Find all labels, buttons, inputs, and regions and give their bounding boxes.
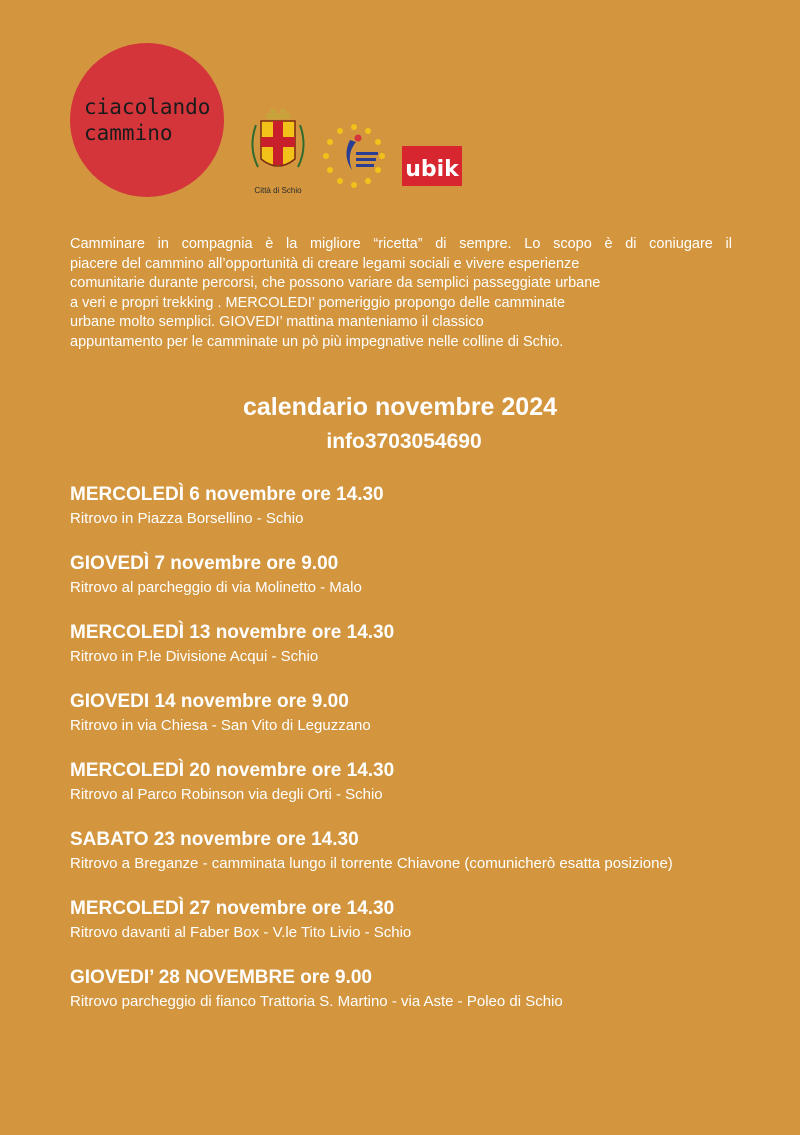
intro-line: urbane molto semplici. GIOVEDI’ mattina manteniamo il classico: [70, 314, 484, 331]
intro-line: Camminare in compagnia è la migliore “ricetta” di sempre. Lo scopo è di coniugare il: [70, 236, 732, 252]
logo-line-1: ciacolando: [84, 95, 211, 119]
event-item: [70, 760, 750, 805]
intro-line: piacere del cammino all’opportunità di creare legami sociali e vivere esperienze: [70, 255, 580, 272]
ubik-logo-text: ubik: [405, 157, 459, 182]
event-place: Ritrovo al parcheggio di via Molinetto - Malo: [70, 579, 362, 596]
event-date: SABATO 23 novembre ore 14.30: [70, 829, 359, 850]
intro-line: a veri e propri trekking . MERCOLEDI’ pomeriggio propongo delle camminate: [70, 294, 566, 311]
coat-of-arms-icon: [246, 107, 310, 197]
event-place: Ritrovo in via Chiesa - San Vito di Leguzzano: [70, 717, 371, 734]
event-date: MERCOLEDÌ 6 novembre ore 14.30: [70, 484, 384, 505]
event-place: Ritrovo in P.le Divisione Acqui - Schio: [70, 648, 319, 665]
intro-paragraph: [70, 235, 732, 353]
event-item: [70, 967, 750, 1012]
event-item: [70, 829, 750, 874]
event-place: Ritrovo parcheggio di fianco Trattoria S. Martino - via Aste - Poleo di Schio: [70, 993, 563, 1010]
event-date: MERCOLEDÌ 13 novembre ore 14.30: [70, 622, 395, 643]
event-item: [70, 691, 750, 736]
event-place: Ritrovo a Breganze - camminata lungo il torrente Chiavone (comunicherò esatta posizione): [70, 855, 673, 872]
calendar-title: calendario novembre 2024: [242, 393, 558, 421]
calendar-contact: info3703054690: [326, 430, 482, 453]
event-item: [70, 898, 750, 943]
event-date: MERCOLEDÌ 20 novembre ore 14.30: [70, 760, 395, 781]
event-date: MERCOLEDÌ 27 novembre ore 14.30: [70, 898, 395, 919]
city-logo-caption: Città di Schio: [254, 186, 302, 195]
event-date: GIOVEDÌ 7 novembre ore 9.00: [70, 553, 339, 574]
event-item: [70, 553, 750, 598]
intro-line: appuntamento per le camminate un pò più impegnative nelle colline di Schio.: [70, 333, 564, 350]
european-city-of-sport-icon: [320, 122, 388, 190]
ubik-logo-icon: [402, 146, 462, 186]
ciacolando-cammino-logo: [70, 43, 224, 197]
event-item: [70, 484, 750, 529]
event-date: GIOVEDI 14 novembre ore 9.00: [70, 691, 349, 712]
logo-line-2: cammino: [84, 121, 173, 145]
intro-line: comunitarie durante percorsi, che possono variare da semplici passeggiate urbane: [70, 275, 601, 292]
event-list: [70, 484, 750, 1036]
event-place: Ritrovo davanti al Faber Box - V.le Tito Livio - Schio: [70, 924, 412, 941]
event-item: [70, 622, 750, 667]
event-place: Ritrovo in Piazza Borsellino - Schio: [70, 510, 304, 527]
event-date: GIOVEDI’ 28 NOVEMBRE ore 9.00: [70, 967, 372, 988]
event-place: Ritrovo al Parco Robinson via degli Orti - Schio: [70, 786, 383, 803]
